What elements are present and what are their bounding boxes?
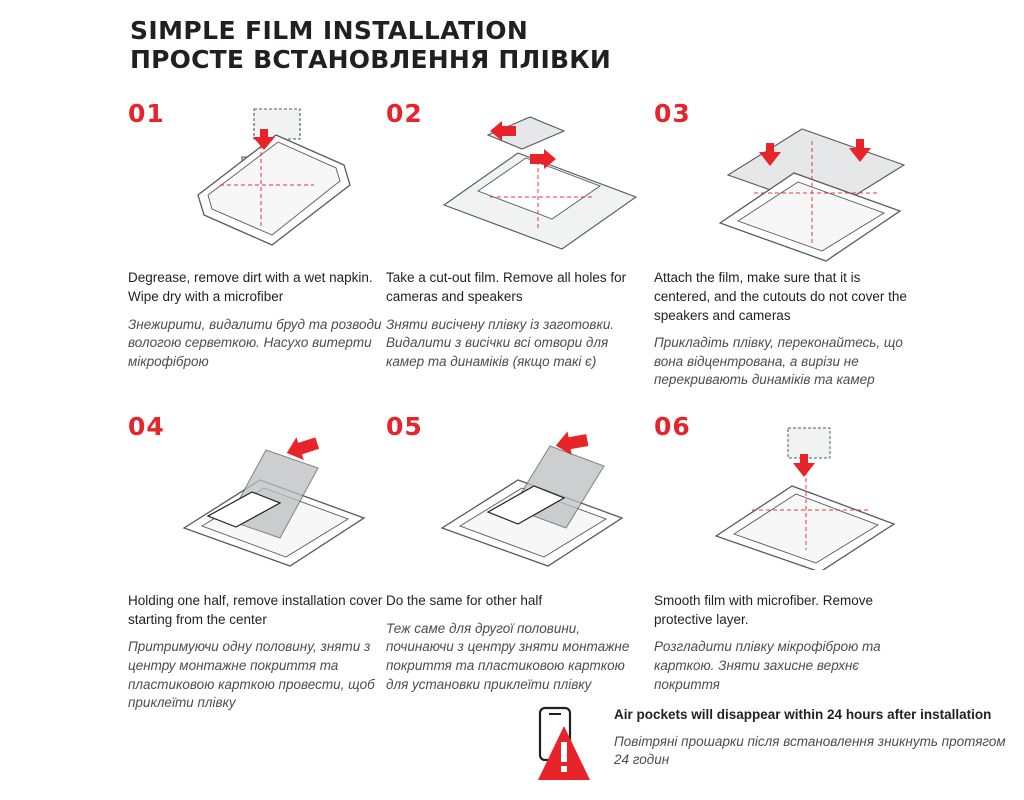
header [130,18,1000,73]
step-text-en-02: Take a cut-out film. Remove all holes for cameras and speakers [386,270,627,304]
step-card-06 [654,412,912,713]
steps-row-2 [128,412,1000,713]
warning-triangle-phone-icon [508,706,600,789]
step-card-03 [654,99,912,390]
step-number-04: 04 [128,412,165,441]
footer-note [508,706,1024,789]
step-text-uk-06: Розгладити плівку мікрофіброю та карткою. Зняти захисне верхнє покриття [654,639,881,692]
step-text-en-05: Do the same for other half [386,593,543,608]
step-number-01: 01 [128,99,165,129]
footer-text-uk: Повітряні прошарки після встановлення зникнуть протягом 24 годин [614,733,1006,768]
step-text-en-01: Degrease, remove dirt with a wet napkin. Wipe dry with a microfiber [128,270,373,304]
footer-text-block [614,706,1024,770]
page-title-en: SIMPLE FILM INSTALLATION [130,16,529,45]
step-card-05 [386,412,644,713]
step-illustration-01 [168,101,386,263]
footer-text-en: Air pockets will disappear within 24 hours after installation [614,707,992,722]
step-number-03: 03 [654,99,691,129]
step-number-02: 02 [386,99,423,129]
step-illustration-06 [694,424,912,586]
step-text-uk-02: Зняти висічену плівку із заготовки. Видалити з висічки всі отвори для камер та динаміків (якщо такі є) [386,316,615,369]
step-text-en-06: Smooth film with microfiber. Remove protective layer. [654,593,874,627]
step-text-uk-03: Прикладіть плівку, переконайтесь, що вона відцентрована, а вирізи не перекривають динаміків та камер [654,335,903,388]
step-card-02 [386,99,644,390]
step-text-uk-04: Притримуючи одну половину, зняти з центру монтажне покриття та пластиковою карткою провести, щоб приклеїти плівку [128,639,375,711]
step-card-01 [128,99,386,390]
step-card-04 [128,412,386,713]
page-title-uk: ПРОСТЕ ВСТАНОВЛЕННЯ ПЛІВКИ [130,45,611,75]
step-illustration-02 [426,101,644,263]
step-text-uk-05: Теж саме для другої половини, починаючи з центру зняти монтажне покриття та пластиковою карткою для установки приклеїти плівку [386,620,630,692]
step-illustration-03 [694,101,912,263]
step-number-06: 06 [654,412,691,441]
step-number-05: 05 [386,412,423,441]
steps-row-1 [128,99,1000,390]
step-illustration-05 [426,424,644,586]
step-text-en-03: Attach the film, make sure that it is centered, and the cutouts do not cover the speakers and cameras [654,270,907,323]
step-text-en-04: Holding one half, remove installation cover starting from the center [128,593,383,627]
step-text-uk-01: Знежирити, видалити бруд та розводи вологою серветкою. Насухо витерти мікрофіброю [128,316,382,369]
step-illustration-04 [168,424,386,586]
